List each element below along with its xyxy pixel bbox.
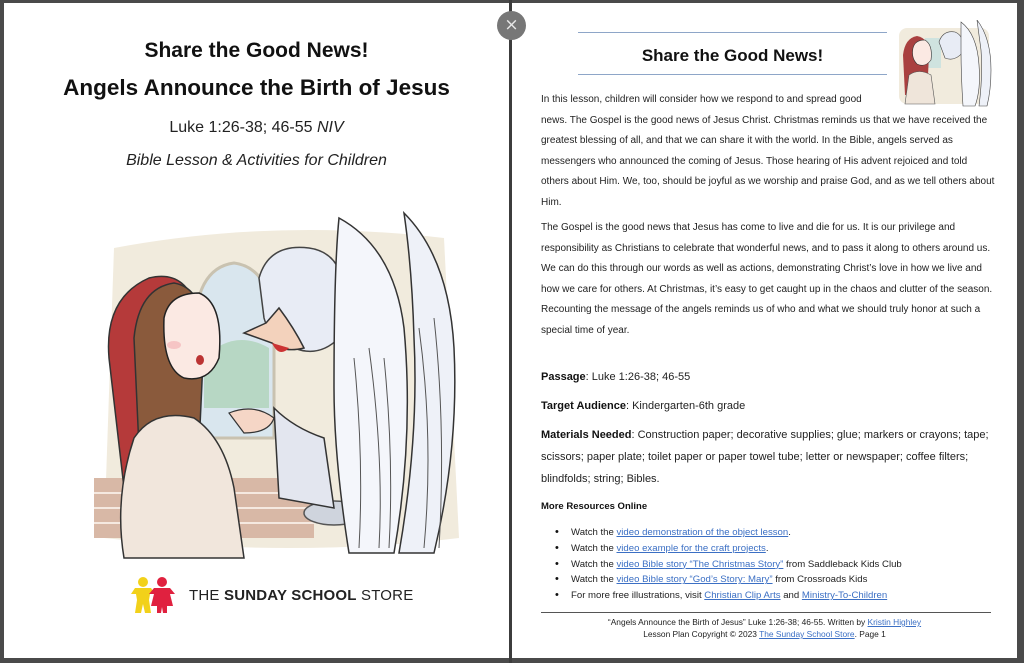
resource-item <box>555 557 902 573</box>
resource-prefix: Watch the <box>571 542 617 554</box>
resource-suffix: from Saddleback Kids Club <box>783 558 902 570</box>
christian-clip-arts-link[interactable]: Christian Clip Arts <box>704 590 781 602</box>
bible-version: NIV <box>317 119 344 136</box>
cover-subtitle: Bible Lesson & Activities for Children <box>126 152 387 169</box>
materials-label: Materials Needed <box>541 429 632 441</box>
resources-heading: More Resources Online <box>541 501 648 512</box>
footer-line1 <box>512 617 1017 627</box>
cover-title-line1: Share the Good News! <box>144 39 369 62</box>
resource-suffix: from Crossroads Kids <box>772 574 868 586</box>
footer-line2 <box>512 629 1017 639</box>
resources-list <box>555 525 902 604</box>
resource-link[interactable]: video Bible story “God’s Story: Mary” <box>616 574 773 586</box>
gospel-paragraph: The Gospel is the good news that Jesus has come to live and die for us. It is our privilege and responsibility as Christians to celebrate that wonderful news, and to pass it along to others around us. We can do this through our words as well as actions, demonstrating Christ’s love in how we live and how we care for others. At Christmas, it’s easy to get caught up in the chaos and clutter of the season. Recounting the message of the angels reminds us of who and what we should truly honor at such a special time of year. <box>541 222 993 336</box>
passage-line <box>541 366 996 388</box>
logo-bold: SUNDAY SCHOOL <box>223 586 357 604</box>
header-rule-top <box>578 32 887 33</box>
audience-line <box>541 395 996 417</box>
mary-angel-illustration <box>94 208 464 563</box>
resource-link[interactable]: video Bible story “The Christmas Story” <box>616 558 784 570</box>
reference-text: Luke 1:26-38; 46-55 <box>169 119 313 136</box>
cover-title-line2: Angels Announce the Birth of Jesus <box>63 75 450 100</box>
resource-prefix: Watch the <box>571 574 617 586</box>
passage-value: : Luke 1:26-38; 46-55 <box>585 371 691 383</box>
lesson-header-title: Share the Good News! <box>641 46 824 65</box>
footer-rule <box>541 612 991 613</box>
resource-suffix: . <box>788 527 791 538</box>
resource-item <box>555 525 902 541</box>
children-figures-icon <box>129 576 177 614</box>
resource-link[interactable]: video demonstration of the object lesson <box>616 527 789 538</box>
resource-item <box>555 541 902 557</box>
audience-value: : Kindergarten-6th grade <box>625 400 746 412</box>
right-page <box>512 3 1017 658</box>
author-link[interactable]: Kristin Highley <box>867 617 922 627</box>
resource-prefix: Watch the <box>571 527 617 538</box>
intro-paragraph-text: In this lesson, children will consider how we respond to and spread good news. The Gospel is the good news of Jesus Christ. Christmas reminds us that we have received the greatest blessing of all, and that we can share it with the world. In the Bible, angels served as messengers who announced the coming of Jesus. Those hearing of His advent rejoiced and told others about Him. We, too, should be joyful as we worship and praise God, and as we tell others about Him. <box>541 94 995 208</box>
resource-item <box>555 572 902 588</box>
scripture-reference <box>4 119 509 137</box>
footer-copyright: Lesson Plan Copyright © 2023 <box>643 629 760 639</box>
resource-suffix: . <box>765 542 769 554</box>
materials-line <box>541 424 996 490</box>
resource-middle: and <box>780 590 802 602</box>
header-rule-bottom <box>578 74 887 75</box>
left-page <box>4 3 509 658</box>
footer-citation: “Angels Announce the Birth of Jesus” Luke 1:26-38; 46-55. Written by <box>607 617 868 627</box>
resource-link[interactable]: video example for the craft projects <box>616 542 766 554</box>
materials-value: : Construction paper; decorative supplies; glue; markers or crayons; tape; scissors; paper plate; toilet paper or paper towel tube; letter or newspaper; coffee filters; blindfolds; string; Bibles. <box>541 429 989 485</box>
logo-suffix: STORE <box>361 586 414 604</box>
sunday-school-store-logo <box>129 575 413 615</box>
close-button[interactable] <box>497 11 526 40</box>
close-icon: × <box>504 15 519 35</box>
logo-wordmark <box>189 587 413 604</box>
ministry-to-children-link[interactable]: Ministry-To-Children <box>801 590 888 602</box>
page-number: . Page 1 <box>854 629 886 639</box>
resource-prefix: Watch the <box>571 558 617 570</box>
resource-prefix: For more free illustrations, visit <box>571 590 705 602</box>
passage-label: Passage <box>541 371 586 383</box>
store-link[interactable]: The Sunday School Store <box>759 629 855 639</box>
logo-prefix: THE <box>189 586 220 604</box>
resource-item <box>555 588 902 604</box>
audience-label: Target Audience <box>541 400 626 412</box>
